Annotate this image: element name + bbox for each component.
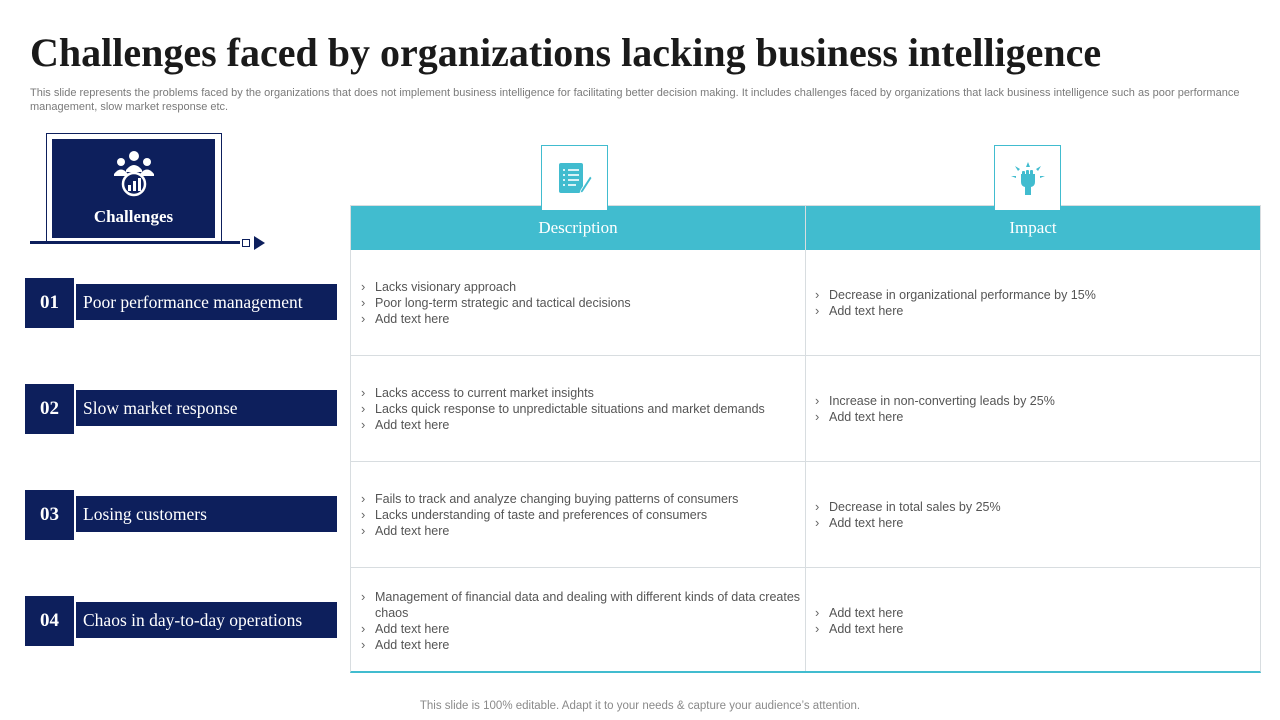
list-item: › Add text here [809, 605, 1255, 621]
list-item: › Decrease in total sales by 25% [809, 499, 1255, 515]
description-cell [355, 250, 801, 355]
list-item: › Add text here [809, 515, 1255, 531]
list-item: › Add text here [355, 311, 801, 327]
slide-title: Challenges faced by organizations lacking business intelligence [30, 30, 1102, 75]
arrow-right-icon [254, 236, 265, 250]
list-item: › Lacks access to current market insights [355, 385, 801, 401]
list-item: › Lacks visionary approach [355, 279, 801, 295]
list-item: › Add text here [809, 409, 1255, 425]
challenges-table [350, 205, 1261, 673]
description-cell [355, 356, 801, 461]
list-item: › Management of financial data and dealing with different kinds of data creates chaos [355, 589, 801, 621]
description-icon-box [541, 145, 608, 211]
impact-cell [809, 568, 1255, 673]
challenge-label: Poor performance management [76, 284, 337, 320]
list-item: › Add text here [355, 523, 801, 539]
description-cell [355, 462, 801, 567]
column-divider [805, 206, 806, 671]
challenge-item [25, 384, 337, 434]
challenge-number: 01 [25, 278, 74, 328]
impact-cell [809, 250, 1255, 355]
challenge-number: 02 [25, 384, 74, 434]
challenges-divider-square [242, 239, 250, 247]
list-item: › Increase in non-converting leads by 25% [809, 393, 1255, 409]
challenge-label: Losing customers [76, 496, 337, 532]
list-item: › Lacks understanding of taste and preferences of consumers [355, 507, 801, 523]
challenge-item [25, 490, 337, 540]
list-item: › Add text here [355, 637, 801, 653]
idea-fist-icon [1009, 160, 1047, 198]
challenge-number: 04 [25, 596, 74, 646]
challenge-label: Slow market response [76, 390, 337, 426]
impact-cell [809, 356, 1255, 461]
team-analytics-icon [110, 148, 158, 198]
footer-note: This slide is 100% editable. Adapt it to your needs & capture your audience’s attention. [419, 700, 861, 712]
description-header: Description [351, 206, 805, 250]
challenge-item [25, 596, 337, 646]
challenge-item [25, 278, 337, 328]
impact-icon-box [994, 145, 1061, 211]
challenges-header [52, 139, 215, 238]
challenge-number: 03 [25, 490, 74, 540]
challenges-header-label: Challenges [93, 207, 174, 226]
list-item: › Add text here [355, 621, 801, 637]
list-item: › Fails to track and analyze changing buying patterns of consumers [355, 491, 801, 507]
impact-cell [809, 462, 1255, 567]
list-item: › Add text here [355, 417, 801, 433]
challenge-label: Chaos in day-to-day operations [76, 602, 337, 638]
checklist-icon [556, 160, 594, 198]
challenges-divider-line [30, 241, 240, 244]
slide-subtitle: This slide represents the problems faced by the organizations that does not implement business intelligence for facilitating better decision making. It includes challenges faced by organizations that lack business intelligence such as poor performance management, slow market response etc. [30, 87, 1240, 113]
list-item: › Add text here [809, 621, 1255, 637]
list-item: › Poor long-term strategic and tactical decisions [355, 295, 801, 311]
impact-header: Impact [806, 206, 1260, 250]
description-cell [355, 568, 801, 673]
list-item: › Decrease in organizational performance by 15% [809, 287, 1255, 303]
list-item: › Add text here [809, 303, 1255, 319]
list-item: › Lacks quick response to unpredictable situations and market demands [355, 401, 801, 417]
